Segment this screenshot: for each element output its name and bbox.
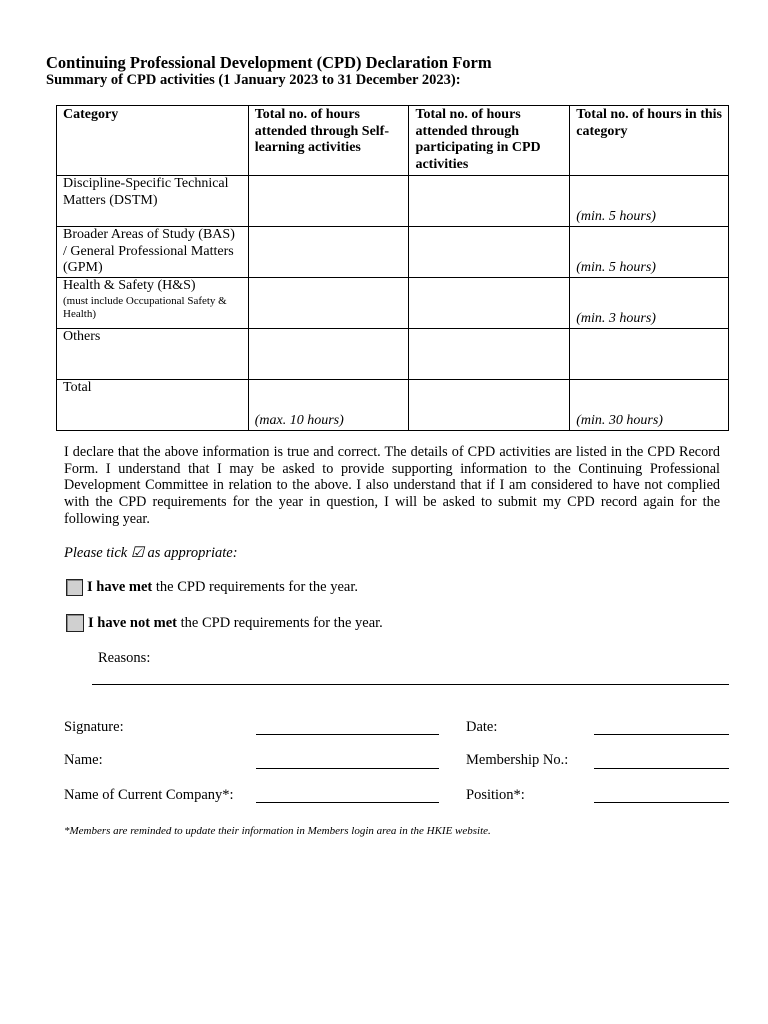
category-total-cell[interactable]: [570, 329, 729, 380]
tick-instruction: Please tick ☑ as appropriate:: [64, 545, 238, 561]
membership-label: Membership No.:: [466, 752, 569, 768]
table-row: [57, 329, 729, 380]
category-cell: Total: [57, 380, 249, 431]
cpd-activities-hours-cell[interactable]: [409, 380, 570, 431]
date-label: Date:: [466, 719, 498, 735]
declaration-text: I declare that the above information is true and correct. The details of CPD activities are listed in the CPD Record Form. I understand that I may be asked to provide supporting information to the Continuing Professional Development Committee in relation to the above. I also understand that if I am considered to have not complied with the CPD requirements for the year in question, I will be asked to submit my CPD record again for the following year.: [64, 444, 720, 527]
min-hours-note: (min. 5 hours): [576, 208, 656, 224]
cpd-activities-hours-cell[interactable]: [409, 329, 570, 380]
self-learning-hours-cell[interactable]: [248, 176, 409, 227]
table-row: [57, 176, 729, 227]
column-header: Category: [57, 106, 249, 176]
min-hours-note: (min. 30 hours): [576, 412, 663, 428]
signature-label: Signature:: [64, 719, 124, 735]
category-total-cell[interactable]: [570, 176, 729, 227]
category-total-cell[interactable]: [570, 278, 729, 329]
category-total-cell[interactable]: [570, 380, 729, 431]
signature-line[interactable]: [256, 734, 439, 735]
footnote: *Members are reminded to update their information in Members login area in the HKIE website.: [64, 825, 491, 837]
category-cell: Others: [57, 329, 249, 380]
position-label: Position*:: [466, 787, 525, 803]
option-met-label: I have met the CPD requirements for the year.: [87, 579, 359, 595]
min-hours-note: (min. 5 hours): [576, 259, 656, 275]
max-hours-note: (max. 10 hours): [254, 412, 344, 428]
category-cell: Broader Areas of Study (BAS) / General Professional Matters (GPM): [57, 227, 249, 278]
self-learning-hours-cell[interactable]: [248, 278, 409, 329]
name-label: Name:: [64, 752, 103, 768]
cpd-activities-hours-cell[interactable]: [409, 278, 570, 329]
name-line[interactable]: [256, 768, 439, 769]
reasons-label: Reasons:: [98, 650, 151, 666]
position-line[interactable]: [594, 802, 729, 803]
table-row: [57, 380, 729, 431]
company-label: Name of Current Company*:: [64, 787, 234, 803]
form-title: Continuing Professional Development (CPD) Declaration Form: [46, 53, 492, 72]
not-met-checkbox[interactable]: [66, 614, 84, 632]
option-met: [66, 579, 358, 596]
cpd-activities-hours-cell[interactable]: [409, 176, 570, 227]
category-total-cell[interactable]: [570, 227, 729, 278]
membership-line[interactable]: [594, 768, 729, 769]
self-learning-hours-cell[interactable]: [248, 329, 409, 380]
category-cell: Discipline-Specific Technical Matters (DSTM): [57, 176, 249, 227]
category-label: Health & Safety (H&S): [63, 278, 196, 293]
form-subtitle: Summary of CPD activities (1 January 2023 to 31 December 2023):: [46, 72, 461, 88]
column-header: Total no. of hours attended through participating in CPD activities: [409, 106, 570, 176]
category-note: (must include Occupational Safety & Health): [63, 294, 227, 320]
table-row: [57, 227, 729, 278]
table-row: [57, 278, 729, 329]
self-learning-hours-cell[interactable]: [248, 227, 409, 278]
column-header: Total no. of hours attended through Self-learning activities: [248, 106, 409, 176]
company-line[interactable]: [256, 802, 439, 803]
option-not-met: [66, 614, 383, 632]
reasons-input-line[interactable]: [92, 684, 729, 685]
date-line[interactable]: [594, 734, 729, 735]
self-learning-hours-cell[interactable]: [248, 380, 409, 431]
min-hours-note: (min. 3 hours): [576, 310, 656, 326]
option-not-met-label: I have not met the CPD requirements for the year.: [88, 614, 383, 631]
category-cell: [57, 278, 249, 329]
table-header-row: [57, 106, 729, 176]
column-header: Total no. of hours in this category: [570, 106, 729, 176]
cpd-activities-hours-cell[interactable]: [409, 227, 570, 278]
cpd-summary-table: [56, 105, 729, 431]
met-checkbox[interactable]: [66, 579, 83, 596]
